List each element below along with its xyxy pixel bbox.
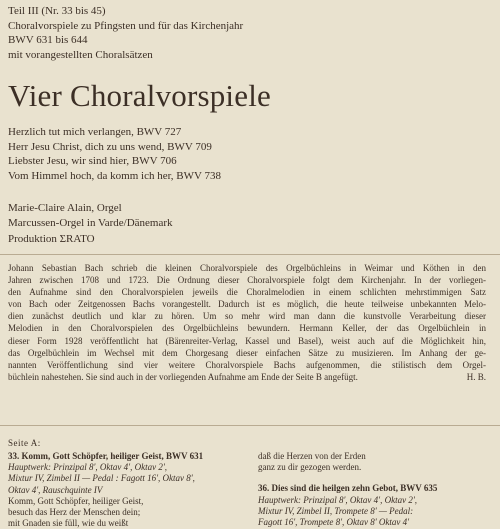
liner-notes-line: von Bach oder Zeitgenossen Bachs vorangestellt. Dadurch ist es möglich, die heute teilweise unbekannten Melo- [8, 299, 486, 310]
performer-line: Marie-Claire Alain, Orgel [8, 202, 122, 214]
part-header-line: mit vorangestellten Choralsätzen [8, 48, 153, 61]
registration-line: Hauptwerk: Prinzipal 8', Oktav 4', Oktav 2', [8, 462, 167, 473]
divider [0, 254, 500, 255]
part-header-line: Choralvorspiele zu Pfingsten und für das Kirchenjahr [8, 19, 244, 32]
performer-block [8, 201, 173, 230]
divider [0, 425, 500, 426]
work-item: Vom Himmel hoch, da komm ich her, BWV 738 [8, 169, 222, 182]
verse-line: daß die Herzen von der Erden [258, 451, 366, 461]
verse-line: besuch das Herz der Menschen dein; [8, 507, 141, 518]
track-column-right [258, 451, 498, 528]
work-item: Herzlich tut mich verlangen, BWV 727 [8, 126, 182, 138]
track-column-left [8, 451, 243, 529]
work-item: Liebster Jesu, wir sind hier, BWV 706 [8, 155, 177, 168]
part-header-line: Teil III (Nr. 33 bis 45) [8, 5, 106, 17]
verse-line: Komm, Gott Schöpfer, heiliger Geist, [8, 495, 144, 506]
work-item: Herr Jesu Christ, dich zu uns wend, BWV 709 [8, 140, 212, 153]
page-title: Vier Choralvorspiele [8, 78, 271, 113]
track-title: 33. Komm, Gott Schöpfer, heiliger Geist, BWV 631 [8, 451, 204, 461]
liner-notes-line: dien zunächst deutlich und klar zu hören. Um so mehr wird man dann die kunstvolle Verarbeitung dieser [8, 311, 486, 322]
verse-line: mit Gnaden sie füll, wie du weißt [8, 518, 129, 529]
part-header-line: BWV 631 bis 644 [8, 34, 88, 47]
liner-notes-line: das Orgelbüchlein im Wechsel mit dem Chorgesang dieser einfachen Sätze zu musizieren. Im Anhang der ge- [8, 347, 486, 358]
registration-line: Mixtur IV, Zimbel II, Trompete 8' — Pedal: [258, 505, 414, 516]
liner-notes-line: Johann Sebastian Bach schrieb die kleinen Choralvorspiele des Orgelbüchleins in Weimar und Köthen in den [8, 263, 486, 273]
liner-notes-line: Jahren zwischen 1708 und 1723. Die Ordnung dieser Choralvorspiele folgt dem Kirchenjahr. In der vorliegen- [8, 275, 486, 286]
registration-line: Mixtur IV, Zimbel II — Pedal : Fagott 16', Oktav 8', [8, 473, 195, 484]
author-initials: H. B. [466, 371, 486, 382]
registration-line: Fagott 16', Trompete 8', Oktav 8' Oktav 4' [258, 517, 410, 528]
works-list [8, 125, 221, 183]
production-credit: Produktion ΣRATO [8, 233, 95, 245]
part-header [8, 4, 308, 62]
liner-notes [8, 262, 486, 383]
liner-notes-line: büchlein nahestehen. Sie sind auch in der vorliegenden Aufnahme am Ende der Seite B angefügt. [8, 371, 358, 382]
liner-notes-line: dieser Form 1928 veröffentlicht hat (Bärenreiter-Verlag, Kassel und Basel), weist auch auf die Möglichkeit hin, [8, 335, 486, 346]
liner-notes-line: den Aufnahme sind den Choralvorspielen jeweils die Choralmelodien in einem schlichten mehrstimmigen Satz [8, 287, 486, 298]
registration-line: Oktav 4', Rauschquinte IV [8, 484, 103, 495]
liner-notes-line: nannten Veröffentlichung sind vier weitere Choralvorspiele Bachs aufgenommen, die stilistisch dem Orgel- [8, 359, 486, 370]
liner-notes-line: Melodien in den Choralvorspielen des Orgelbüchleins bewundern. Hermann Keller, der das Orgelbüchlein in [8, 323, 486, 334]
verse-line: ganz zu dir gezogen werden. [258, 462, 362, 473]
liner-notes-last-line [8, 371, 486, 383]
side-label: Seite A: [8, 438, 41, 448]
track-title: 36. Dies sind die heilgen zehn Gebot, BWV 635 [258, 483, 438, 494]
registration-line: Hauptwerk: Prinzipal 8', Oktav 4', Oktav 2', [258, 494, 417, 505]
performer-line: Marcussen-Orgel in Varde/Dänemark [8, 216, 173, 229]
